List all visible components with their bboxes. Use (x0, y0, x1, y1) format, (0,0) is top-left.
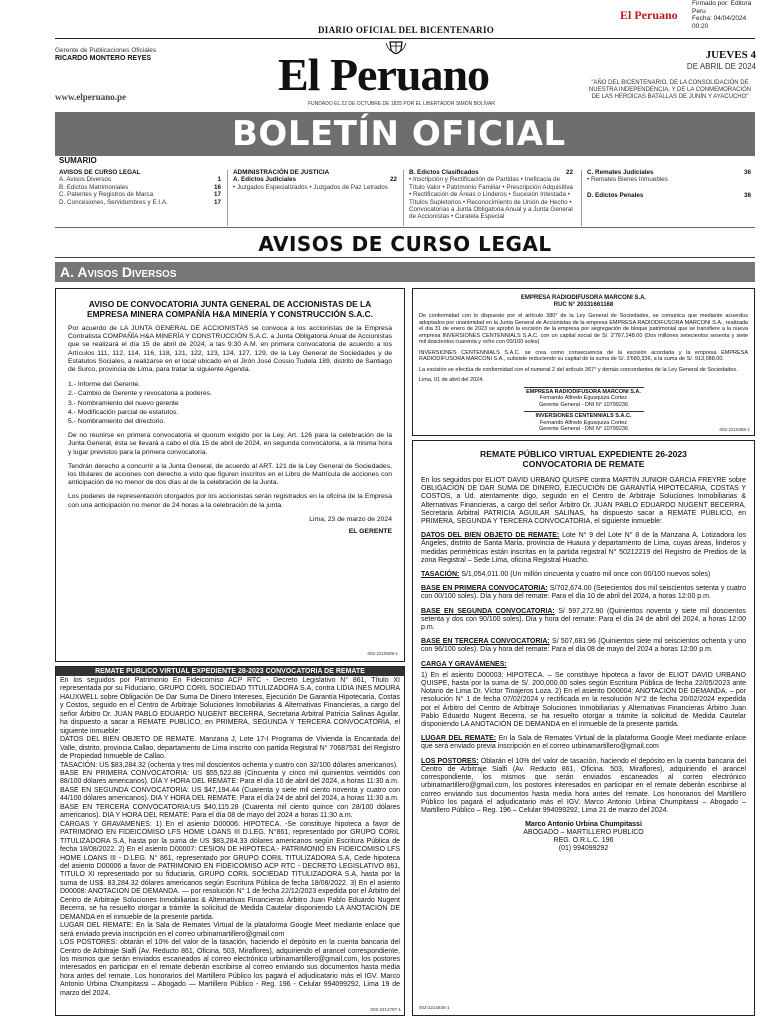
ad-paragraph: CARGAS Y GRAVAMENES: 1) En el asiento D00006: HIPOTECA. -Se constituye hipoteca a favor de PATRIMONIO EN FIDEICOMISO LFS HOME LOANS III D.LEG. N°861, representado por GRUPO CORIL TITULIZADORA S.A, hasta por la suma de US $83,284.33 dólares americanos según Escritura Pública de fecha 18/08/2022. 2) En el asiento D00007: CESION DE HIPOTECA.- PATRIMONIO EN FIDEICOMISO LFS HOME LOANS III - D.LEG. N° 861, representado por GRUPO CORIL TITULIZADORA S.A, Cede hipoteca del asiento D00006 a favor de PATRIMONIO EN FIDEICOMISO ACP RTC - DECRETO LEGISLATIVO 861, TITULO XI representado por su fiduciaria, GRUPO CORIL SOCIEDAD TITULIZADORA S.A, hasta por la suma de US$. 83,284.32 dólares americanos según Escritura Pública de fecha 18/08/2022. 3) En el asiento D00008: ANOTACION DE DEMANDA. — por resolución N° 1 de fecha 22/12/2023 expedida por el Árbitro del Centro de Arbitraje Soluciones Inmobiliarias & Alternativas Financieras Árbitro Juan Pablo Eduardo Nugent Becerra, se ha resuelto otorgar a trámite la solicitud de Medida Cautelar disponiendo LA ANOTACION DE DEMANDA en el inmueble de la presente partida. (60, 820, 400, 921)
ad-ruc: RUC N° 20331661168 (553, 302, 614, 308)
diario-label: DIARIO OFICIAL DEL BICENTENARIO (318, 25, 495, 35)
ad-paragraph: TASACIÓN: S/1,054,011.00 (Un millón cincuenta y cuatro mil once con 00/100 nuevos soles) (421, 571, 711, 579)
ad-signature: EL GERENTE (348, 528, 392, 536)
ad-title: REMATE PUBLICO VIRTUAL EXPEDIENTE 28-2023 CONVOCATORIA DE REMATE (56, 667, 404, 676)
ad-paragraph: LUGAR DEL REMATE: En la Sala de Remates Virtual de la plataforma Google Meet mediante enlace que será enviado previa inscripción en el correo urbinamartillero@gmail.com (60, 922, 400, 938)
signature-company: INVERSIONES CENTENNIALS S.A.C. (524, 411, 644, 420)
ad-remate-26-2023 (412, 440, 755, 1016)
signature-role: Gerente General - DNI N° 10799236 (538, 426, 629, 432)
issue-day: JUEVES 4 (705, 49, 756, 61)
ad-paragraph: TASACIÓN: US $83,284.32 (ochenta y tres mil doscientos ochenta y cuatro con 32/100 dólares americanos). (60, 761, 398, 769)
banner-title: BOLETÍN OFICIAL (232, 114, 566, 154)
ad-paragraph: LOS POSTORES: Oblarán el 10% del valor de tasación, haciendo el depósito en la cuenta bancaria del Centro de Arbitraje Sialfi (Av. Reducto 861, Oficina. 503, Miraflores), adquiriendo el arancel correspondiente, los mismos que serán enviados escaneados al correo electrónico urbinamartillero@gmail.com, los postores interesados en participar en el remate deberán escribirse al correo enviando sus documentos hasta media hora antes del remate. Los honorarios del Martillero Público los pagará el adjudicatario más el IGV. Marco Antonio Urbina Chumpitassi – Abogado – Martillero Público – Reg. 196 – Celular 994099292, Lima 21 de marzo del 2024. (421, 757, 747, 814)
left-column (55, 288, 405, 1016)
signature-company: EMPRESA RADIODIFUSORA MARCONI S.A. (524, 387, 644, 396)
signature-phone: (01) 994099292 (558, 845, 609, 853)
agenda-item: 4.- Modificación parcial de estatutos. (68, 408, 179, 416)
ad-paragraph: Tendrán derecho a concurrir a la Junta General, de acuerdo al ART. 121 de la Ley General de Sociedades, los titulares de acciones con derecho a voto que figuren inscritos en el Libro de Matrícula de acciones con anticipación de no menor de dos días al de la celebración de la Junta. (68, 462, 392, 487)
ad-title-line: REMATE PÚBLICO VIRTUAL EXPEDIENTE 26-2023 (480, 449, 687, 459)
sumario-item[interactable]: C. Remates Judiciales 36 (587, 169, 751, 176)
sumario-heading: AVISOS DE CURSO LEGAL (59, 169, 141, 176)
signature-name: Marco Antonio Urbina Chumpitassi (525, 821, 642, 829)
sumario-divider (227, 170, 228, 226)
sumario-item[interactable]: B. Edictos Matrimoniales 16 (59, 183, 221, 191)
ad-signature (419, 411, 748, 433)
ad-body (56, 676, 404, 999)
signature-role: Gerente General - DNI N° 10799236 (538, 401, 629, 408)
gerente-name: RICARDO MONTERO REYES (55, 55, 152, 62)
ad-code: 002-2215386-1 (719, 426, 750, 432)
newspaper-title: El Peruano (278, 49, 490, 100)
ad-title: AVISO DE CONVOCATORIA JUNTA GENERAL DE ACCIONISTAS DE LA EMPRESA MINERA COMPAÑÍA H&A MINERÍA Y CONSTRUCCIÓN S.A.C. (86, 299, 373, 319)
section-title: AVISOS DE CURSO LEGAL (55, 230, 755, 258)
ad-paragraph: De no reunirse en primera convocatoria el quorum exigido por la Ley, Art. 126 para la celebración de la Junta General, ésta se llevará a cabo el día 15 de abril de 2024, en segunda convocatoria, a la misma hora y lugar previstos para la primera convocatoria. (68, 432, 392, 456)
ad-paragraph: INVERSIONES CENTENNIALS S.A.C. se crea como consecuencia de la escisión acordada y la empresa EMPRESA RADIODIFUSORA MARCONI S.A., subsiste reduciendo su capital de la suma de S/. 3'680,336, a la suma de S/. 913,088.00. (419, 349, 748, 362)
ad-paragraph: 1) En el asiento D00003: HIPOTECA. – Se constituye hipoteca a favor de ELIOT DAVID URBANO QUISPE, hasta por la suma de S/. 200,000.00 soles según Escritura Pública de fecha 22/05/2023 ante Notario de Lima Dr. Víctor Tinajeros Loza. 2) En el asiento D00004: ANOTACIÓN DE DEMANDA. – por resolución N° 1 de fecha 07/02/2024 y rectificada en la resolución N°2 de fecha 20/02/2024 expedida por el Árbitro del Centro de Arbitraje Soluciones Inmobiliarias y Alternativas Financieras Árbitro Juan Pablo Eduardo Nugent Becerra, se ha resuelto otorgar a trámite la solicitud de Medida Cautelar disponiendo LA ANOTACIÓN DE DEMANDA en el inmueble de la presente partida. (421, 671, 746, 729)
sumario-item[interactable]: D. Concesiones, Servidumbres y E.I.A. 17 (59, 198, 221, 206)
year-motto: "AÑO DEL BICENTENARIO, DE LA CONSOLIDACIÓN DE NUESTRA INDEPENDENCIA, Y DE LA CONMEMORACIÓN DE LAS HEROICAS BATALLAS DE JUNÍN Y AYACUCHO" (588, 80, 752, 100)
sumario-col-avisos (59, 169, 221, 206)
agenda-item: 3.- Nombramiento del nuevo gerente (68, 399, 179, 407)
gerente-label: Gerente de Publicaciones Oficiales (55, 47, 157, 54)
gerente-block (55, 47, 156, 63)
sumario-item[interactable]: A. Avisos Diversos 1 (59, 176, 221, 184)
sumario-col-justicia (233, 169, 397, 191)
sumario-divider (581, 170, 582, 226)
ad-paragraph: En los seguidos por Patrimonio En Fideicomiso ACP RTC - Decreto Legislativo N° 861, Título XI representada por su Fiduciario, GRUPO CORIL SOCIEDAD TITULIZADORA S.A, contra LIDIA INES MOURA HAUXWELL sobre Obligación De Dar Suma De Dinero Intereses, Ejecución De Garantía Hipotecaria, Costas y Costos, seguido en el Centro de Arbitraje Soluciones Inmobiliarias & Alternativas Financieras, a cargo del señor Árbitro Dr. JUAN PABLO EDUARDO NUGENT BECERRA, Secretaria Arbitral Patricia Salinas Aguilar, ha dispuesto a sacar a REMATE PUBLICO, en PRIMERA, SEGUNDA Y TERCERA CONVOCATORIA, el siguiente inmueble: (60, 677, 400, 735)
sumario-title: SUMARIO (59, 156, 97, 165)
signature-reg: REG. O.R.L.C. 196 (553, 837, 614, 845)
sumario-item[interactable]: C. Patentes y Registros de Marca 17 (59, 191, 221, 199)
ad-paragraph: DATOS DEL BIEN OBJETO DE REMATE. Manzana J, Lote 17-I Programa de Vivienda la Encantada del Valle, distrito, provincia Callao, departamento de Lima inscrito con partida Registral N° 70687531 del Registro de Propiedad Inmueble de Callao. (60, 736, 400, 761)
signature-name: Fernando Alfredo Egusquiza Cortez (539, 395, 628, 401)
agenda-list (68, 380, 392, 426)
sumario-heading: ADMINISTRACIÓN DE JUSTICIA (233, 169, 330, 176)
ad-signature (419, 387, 748, 409)
sumario-item[interactable]: A. Edictos Judiciales 22 (233, 176, 397, 184)
signature-line: Firmado por: Editora (692, 0, 752, 7)
sumario-col-clasificados (409, 169, 573, 221)
ad-paragraph: LOS POSTORES: obtarán el 10% del valor de la tasación, haciendo el depósito en la cuenta bancaria del Centro de Arbitraje Sialfi (Av. Reducto 861, Oficina, 503, Miraflores), adquiriendo el arancel correspondiente, los mismos que serán enviados escaneados al correo electrónico urbinamartillero@gmail.com, los postores interesados en participar en el remate deberán escribirse al correo enviando sus documentos hasta media hora antes del remate. Los honorarios del Martillero Público los pagará el adjudicatario más el IGV. Marco Antonio Urbina Chumpitassi – Abogado — Martillero Público - Reg. 196 - Celular 994099292, Lima 19 de marzo del 2024. (60, 939, 400, 997)
sumario-item[interactable]: B. Edictos Clasificados 22 (409, 169, 573, 176)
signature-name: Fernando Alfredo Egusquiza Cortez (539, 419, 628, 426)
signature-line: Fecha: 04/04/2024 00:20 (692, 15, 747, 30)
ad-paragraph: CARGA Y GRAVÁMENES: (421, 660, 507, 668)
ad-paragraph: BASE EN PRIMERA CONVOCATORIA: S/702,674.00 (Setecientos dos mil seiscientos setenta y cuatro con 00/100 soles). Día y hora del remate: Para el día 10 de abril del 2024, a horas 12:00 p.m. (421, 585, 746, 601)
fundado-label: FUNDADO EL 22 DE OCTUBRE DE 1825 POR EL LIBERTADOR SIMÓN BOLÍVAR (308, 101, 495, 107)
ad-code: 002-2214845-1 (419, 1004, 450, 1010)
signature-role: ABOGADO – MARTILLERO PÚBLICO (523, 829, 644, 837)
ad-radiodifusora-marconi (412, 288, 755, 436)
signature-logo: El Peruano (620, 8, 678, 22)
ad-paragraph: BASE EN SEGUNDA CONVOCATORIA: US $47,194.44 (Cuarenta y siete mil ciento noventa y cuatro con 44/100 dólares americanos). DIA Y HORA DEL REMATE: Para el día 24 de abril del 2024, a horas 11:30 a.m. (60, 786, 400, 803)
ad-paragraph: DATOS DEL BIEN OBJETO DE REMATE: Lote N° 9 del Lote N° 8 de la Manzana A, Lotizadora los Ángeles, distrito de Santa María, provincia de Huaura y departamento de Lima, cuyas áreas, linderos y medidas perimétricas están inscritas en la partida registral N° 50212219 del Registro de Predios de la zona Registral – Sede Lima, oficina Registral Huacho. (421, 532, 746, 564)
ad-title (421, 449, 746, 469)
ad-paragraph: De conformidad con lo dispuesto por el artículo 380° de la Ley General de Sociedades, se comunica que mediante acuerdos adoptados por unanimidad en la Junta General de Accionistas de la empresa EMPRESA RADIODIFUSORA MARCONI S.A., realizada el día 31 de enero de 2023 se aprobó la escisión de la empresa por segregación de bloque patrimonial que se transfiere a la nueva empresa INVERSIONES CENTENNIALS S.A.C. con un capital social de S/. 2'767,248.00 (Dos millones setecientos sesenta y siete mil doscientos cuarenta y ocho con 00/100 soles) (419, 313, 748, 345)
ad-signature (421, 821, 746, 853)
ad-paragraph: BASE EN TERCERA CONVOCATORIA: S/ 507,681.96 (Quinientos siete mil seiscientos ochenta y uno con 96/100 soles). Día y hora del remate: Para el día 08 de mayo del 2024 a horas 12:00 p.m. (421, 638, 746, 654)
right-column (412, 288, 755, 1016)
ad-paragraph: LUGAR DEL REMATE: En la Sala de Remates Virtual de la plataforma Google Meet mediante enlace que será enviado previa inscripción en el correo urbinamartillero@gmail.com (421, 735, 746, 751)
ad-paragraph: Los poderes de representación otorgados por los accionistas serán registrados en la oficina de la Empresa con una anticipación no menor de 24 horas a la celebración de la junta. (68, 493, 392, 509)
signature-line: Peru (692, 7, 706, 15)
agenda-item: 5.- Nombramiento del directorio. (68, 418, 166, 426)
sumario-item-detail: • Remates Bienes Inmuebles (587, 176, 668, 184)
ad-convocatoria-junta (55, 288, 405, 662)
sumario-item-detail: • Juzgados Especializados • Juzgados de Paz Letrados (233, 183, 388, 191)
ad-date: Lima, 23 de marzo de 2024 (309, 515, 392, 523)
sumario-item-detail: • Inscripción y Rectificación de Partidas • Ineficacia de Título Valor • Patrimonio Familiar • Prescripción Adquisitiva • Rectificación de Áreas o Linderos • Sucesión Intestada • Títulos Supletorios • Reconocimiento de Unión de Hecho • Convocatorias a Junta Obligatoria Anual y a Junta General de Accionistas • Curatela Especial (409, 176, 573, 221)
ad-remate-28-2023 (55, 666, 405, 1016)
ad-paragraph: En los seguidos por ELIOT DAVID URBANO QUISPE contra MARTIN JUNIOR GARCIA FREYRE sobre OBLIGACIÓN DE DAR SUMA DE DINERO, EJECUCIÓN DE GARANTÍA HIPOTECARIA, COSTAS Y COSTOS, a Ud. atentamente digo, seguido en el Centro de Arbitraje Soluciones Inmobiliarias & Alternativas Financieras, a cargo del señor Árbitro Dr. JUAN PABLO EDUARDO NUGENT BECERRA, Secretaria Arbitral PATRICIA AGUILAR SALINAS, ha dispuesto sacar a REMATE PÚBLICO, en PRIMERA, SEGUNDA Y TERCERA CONVOCATORIA, el siguiente inmueble: (421, 477, 746, 526)
ad-paragraph: La escisión se efectúa de conformidad con el numeral 2 del artículo 367° y demás concordantes de la Ley General de Sociedades. (419, 366, 738, 373)
sumario-col-remates (587, 169, 751, 199)
ad-title-line: CONVOCATORIA DE REMATE (522, 459, 645, 469)
ad-code: 002-2215509-1 (367, 650, 398, 656)
masthead-rule (55, 38, 755, 39)
website-link[interactable]: www.elperuano.pe (55, 92, 127, 102)
subsection-title: A. Avisos Diversos (60, 264, 177, 280)
ad-paragraph: BASE EN PRIMERA CONVOCATORIA: US $55,522.88 (Cincuenta y cinco mil quinientos veintidós con 88/100 dólares americanos). DÍA Y HORA DEL REMATE: Para el día 10 de abril del 2024, a horas 11:30 a.m. (60, 769, 400, 786)
sumario (55, 156, 755, 228)
ad-title: EMPRESA RADIODIFUSORA MARCONI S.A. (520, 295, 647, 301)
ad-paragraph: BASE EN SEGUNDA CONVOCATORIA: S/ 597,272.90 (Quinientos noventa y siete mil doscientos setenta y dos con 90/100 soles). Día y hora del remate: Para el día 24 de abril del 2024, a horas 12:00 p.m. (421, 607, 746, 632)
sumario-item[interactable]: D. Edictos Penales 36 (587, 191, 751, 199)
issue-date: DE ABRIL DE 2024 (686, 62, 756, 71)
ad-paragraph: Por acuerdo de LA JUNTA GENERAL DE ACCIONISTAS se convoca a los accionistas de la Empresa Contratista COMPAÑÍA H&A MINERÍA Y CONSTRUCCIÓN S.A.C. a Junta Obligatoria Anual de Accionistas que se realizará el día 15 de abril de 2024, a las 9:30 A.M. en primera convocatoria de acuerdo a los Artículos 111, 112, 114, 116, 118, 121, 122, 123, 124, 127, 129, de la Ley General de Sociedades y de Estatutos Sociales, a realizarse en el local ubicado en el Jirón José Cossio Tudela 189, distrito de Santiago de Surco, provincia de Lima, para tratar la siguiente Agenda. (68, 325, 392, 374)
ad-date: Lima, 01 de abril del 2024. (419, 377, 484, 383)
ad-paragraph: BASE EN TERCERA CONVOCATORIA:US $40,115.28 (Cuarenta mil ciento quince con 28/100 dólares americanos). DIA Y HORA DEL REMATE: Para el día 08 de mayo del 2024 a horas 11:30 a.m. (60, 803, 400, 820)
agenda-item: 1.- Informe del Gerente. (68, 381, 141, 389)
agenda-item: 2.- Cambio de Gerente y revocatoria a poderes. (68, 390, 212, 398)
sumario-divider (403, 170, 404, 226)
masthead (0, 0, 768, 110)
ad-code: 002-2214797-1 (370, 1006, 401, 1012)
